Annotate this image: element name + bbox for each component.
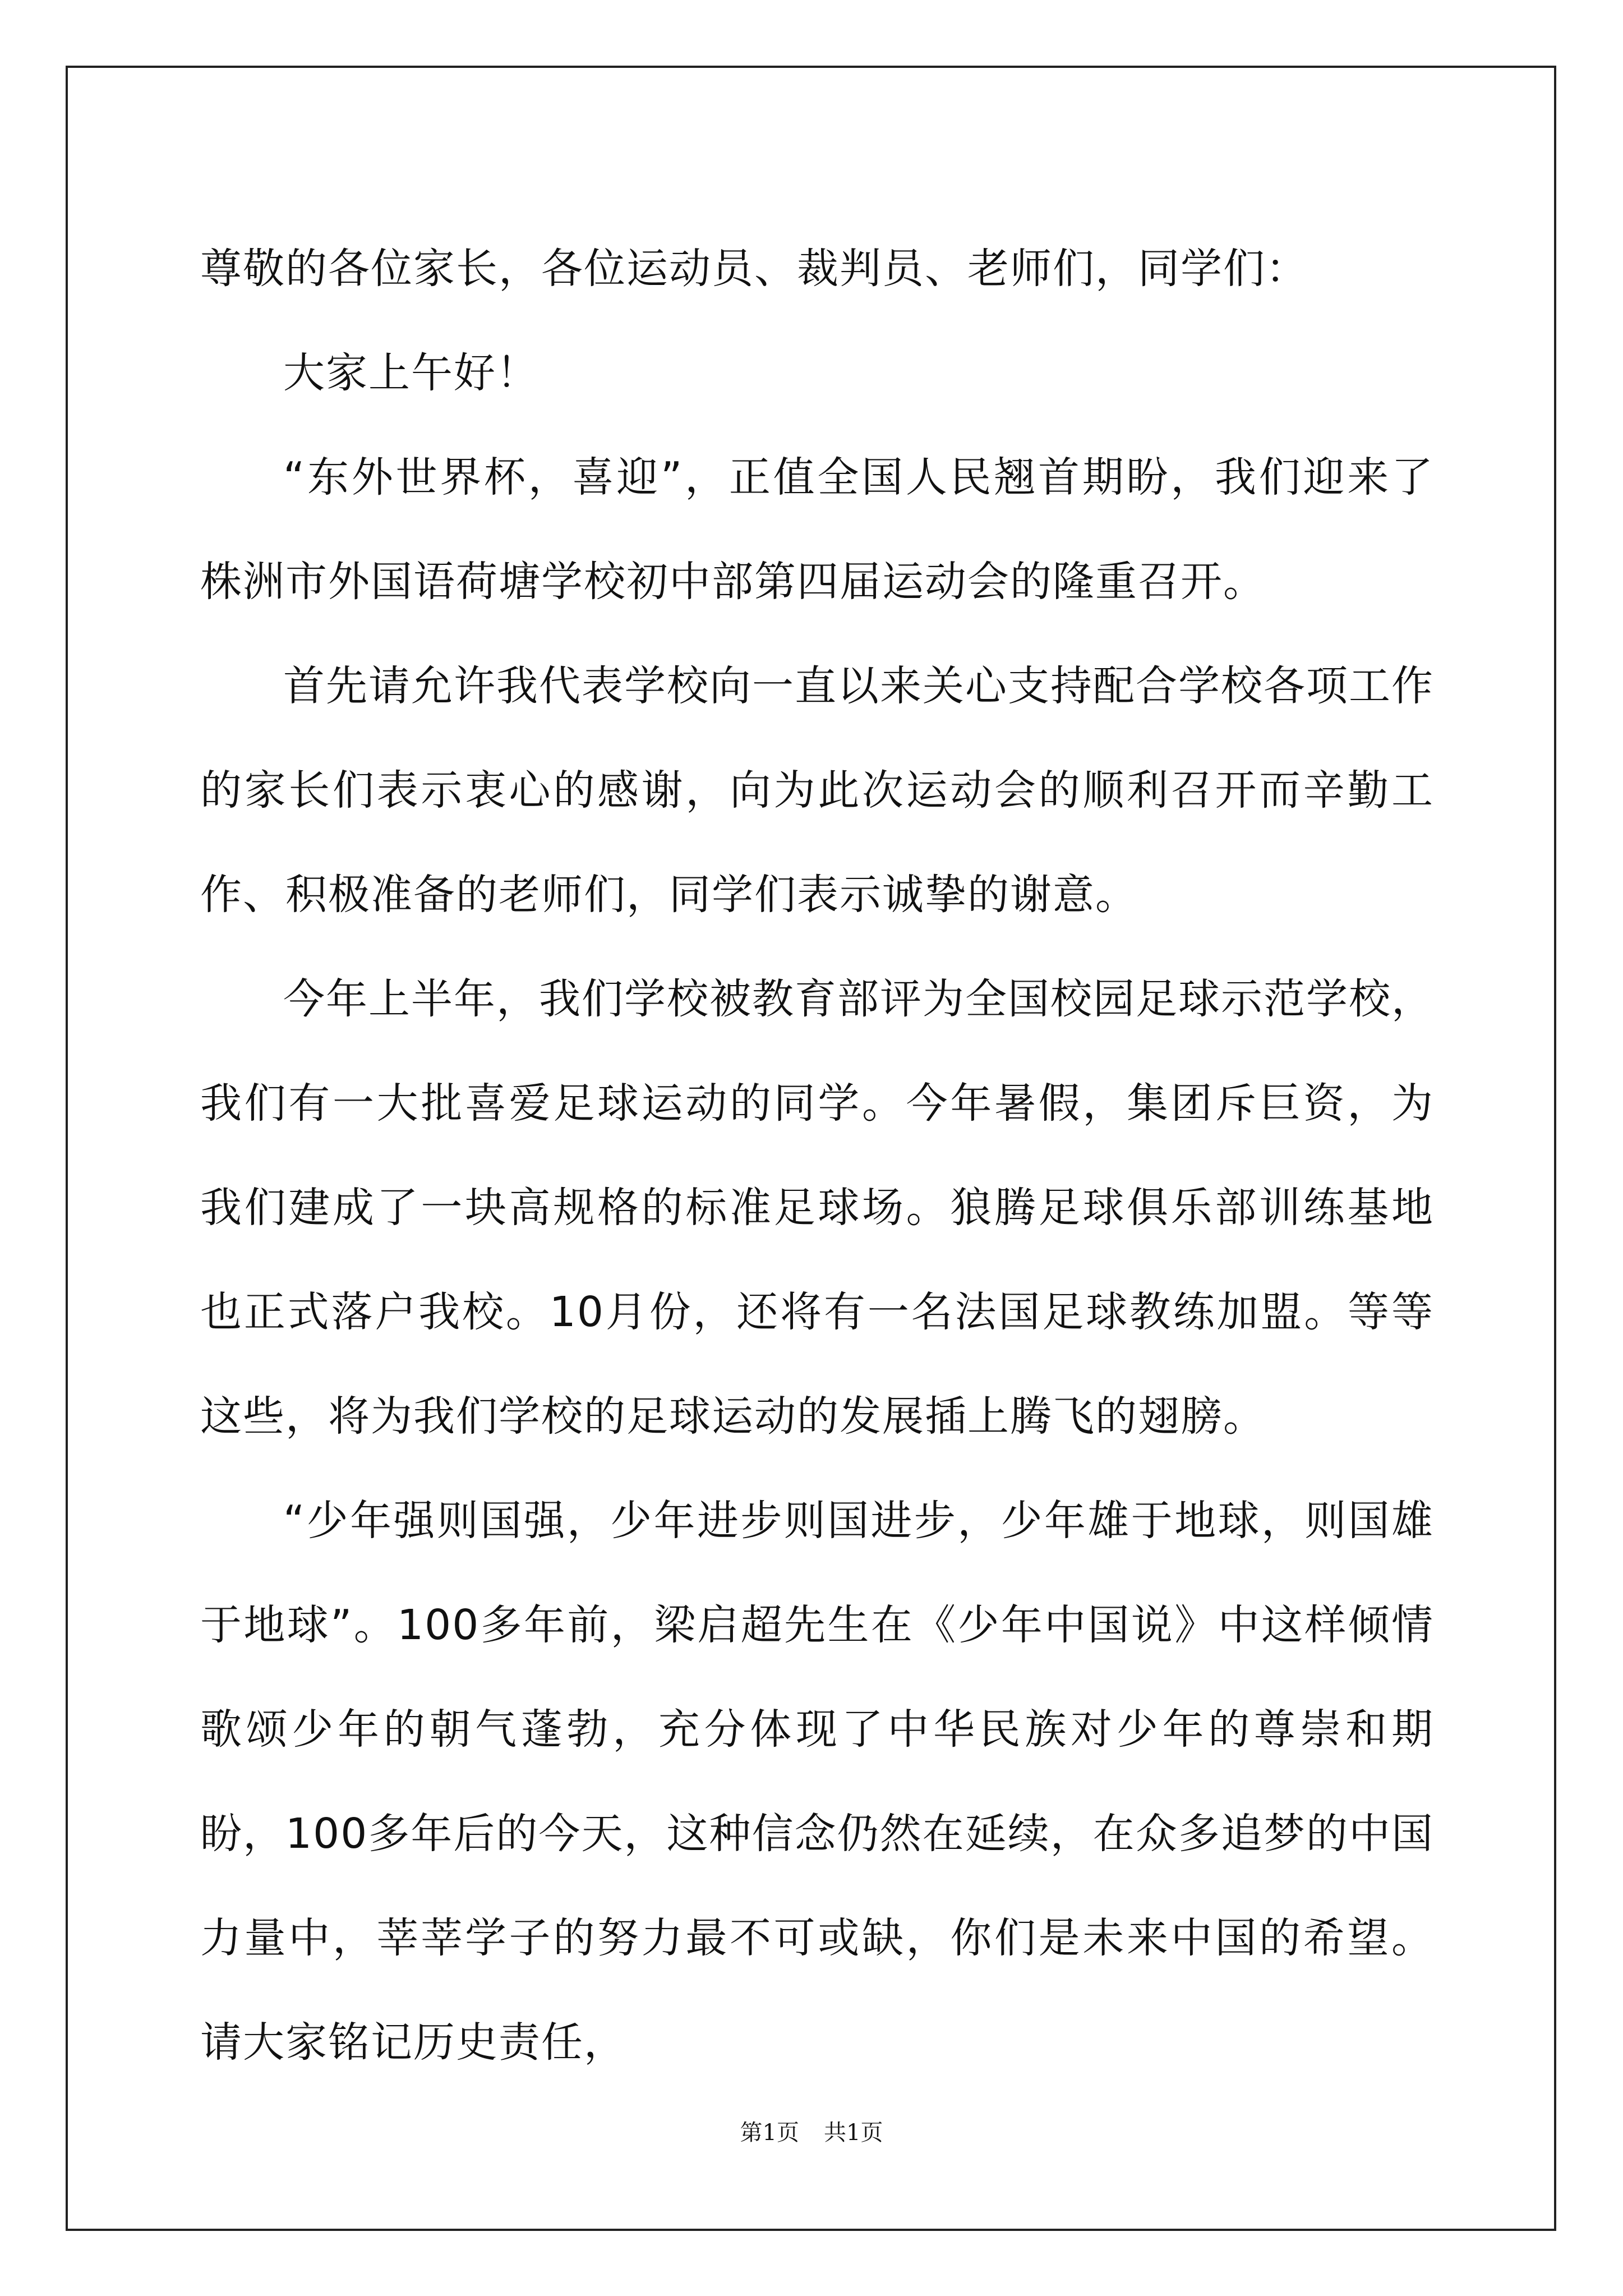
salutation-paragraph: 尊敬的各位家长，各位运动员、裁判员、老师们，同学们： [200,245,1308,293]
page-total: 共1页 [824,2120,883,2146]
greeting-paragraph: 大家上午好！ [283,349,539,397]
body-paragraph: “少年强则国强，少年进步则国进步，少年雄于地球，则国雄于地球”。100多年前，梁启超先生在《少年中国说》中这样倾情歌颂少年的朝气蓬勃，充分体现了中华民族对少年的尊崇和期盼，100多年后的今天，这种信念仍然在延续，在众多追梦的中国力量中，莘莘学子的努力最不可或缺，你们是未来中国的希望。请大家铭记历史责任， [200,1497,1434,2067]
document-body [200,217,1434,2095]
page-number: 第1页 [740,2120,799,2146]
body-paragraph: 首先请允许我代表学校向一直以来关心支持配合学校各项工作的家长们表示衷心的感谢，向为此次运动会的顺利召开而辛勤工作、积极准备的老师们，同学们表示诚挚的谢意。 [200,662,1434,919]
page-footer [0,2115,1623,2147]
body-paragraph: “东外世界杯，喜迎”，正值全国人民翘首期盼，我们迎来了株洲市外国语荷塘学校初中部第四届运动会的隆重召开。 [200,453,1434,606]
body-paragraph: 今年上半年，我们学校被教育部评为全国校园足球示范学校，我们有一大批喜爱足球运动的同学。今年暑假，集团斥巨资，为我们建成了一块高规格的标准足球场。狼腾足球俱乐部训练基地也正式落户我校。10月份，还将有一名法国足球教练加盟。等等这些，将为我们学校的足球运动的发展插上腾飞的翅膀。 [200,975,1434,1441]
